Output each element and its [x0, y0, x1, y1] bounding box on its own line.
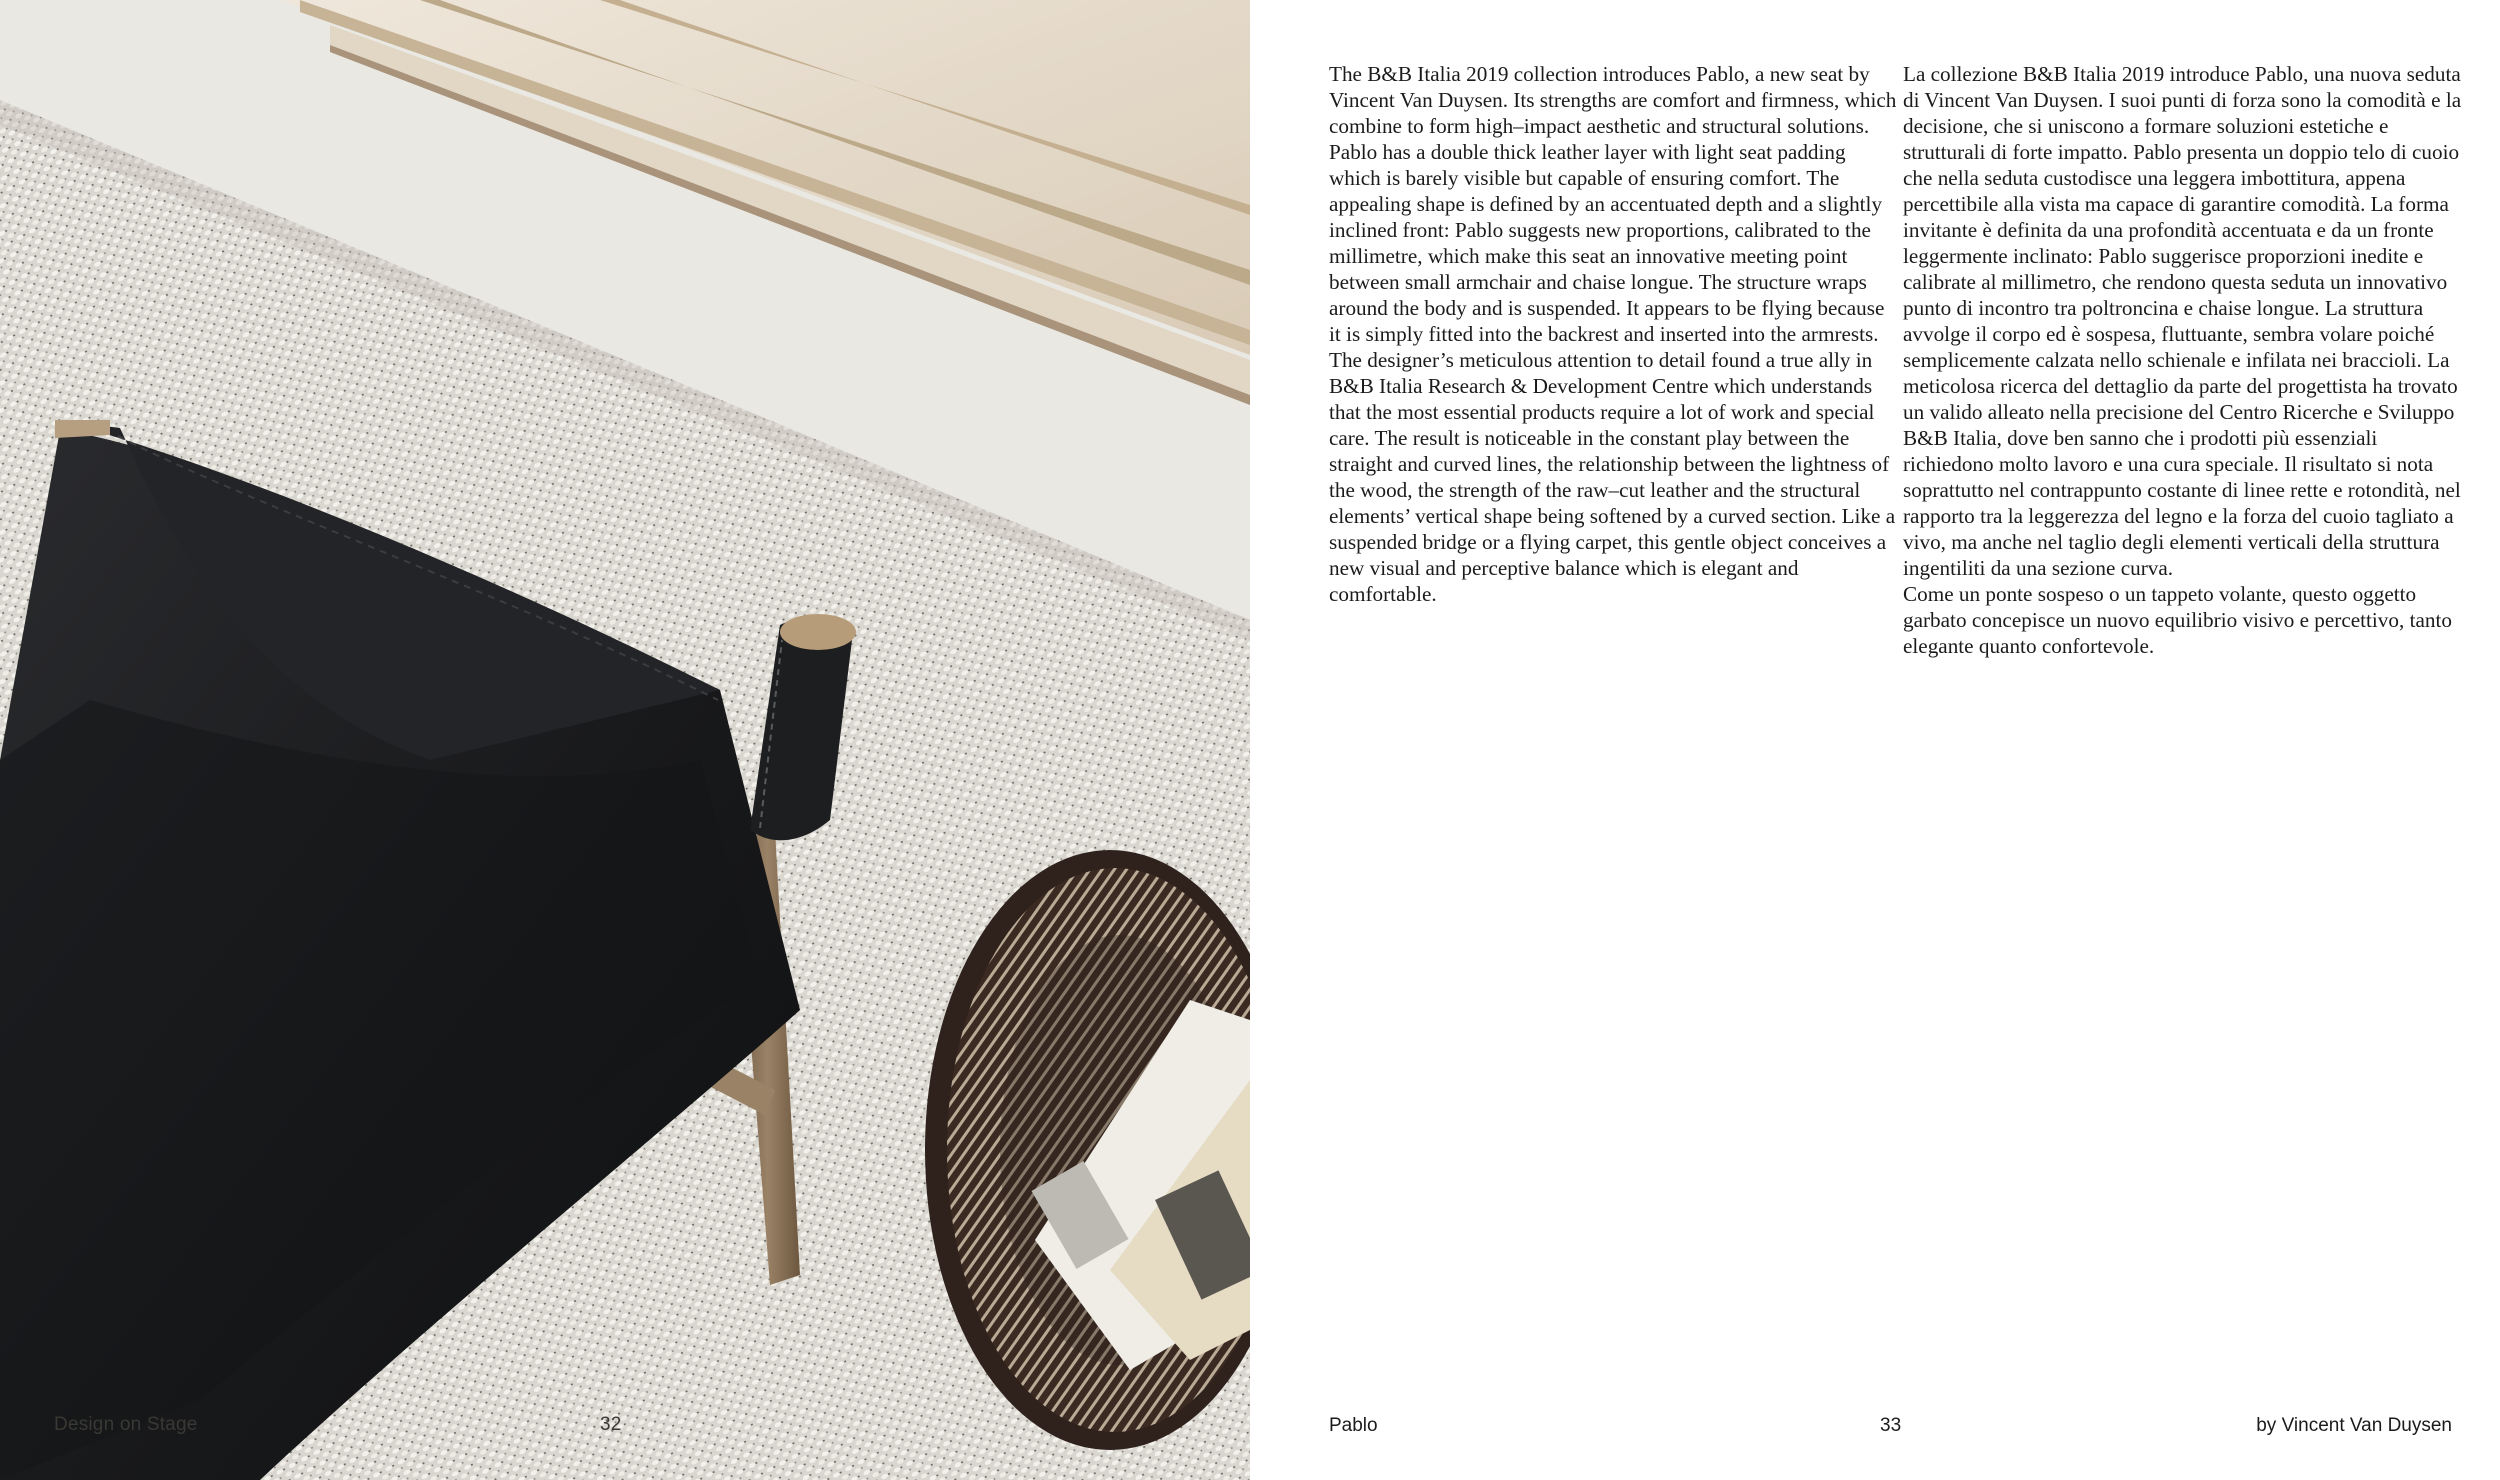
english-paragraph: The B&B Italia 2019 collection introduces Pablo, a new seat by Vincent Van Duysen. Its strengths are comfort and firmness, which combine to form high–impact aesthetic and structural solutions. Pablo has a double thick leather layer with light seat padding which is barely visible but capable of ensuring comfort. The appealing shape is defined by an accentuated depth and a slightly inclined front: Pablo suggests new proportions, calibrated to the millimetre, which make this seat an innovative meeting point between small armchair and chaise longue. The structure wraps around the body and is suspended. It appears to be flying because it is simply fitted into the backrest and inserted into the armrests. The designer’s meticulous attention to detail found a true ally in B&B Italia Research & Development Centre which understands that the most essential products require a lot of work and special care. The result is noticeable in the constant play between the straight and curved lines, the relationship between the lightness of the wood, the strength of the raw–cut leather and the structural elements’ vertical shape being softened by a curved section. Like a suspended bridge or a flying carpet, this gentle object conceives a new visual and perceptive balance which is elegant and comfortable.	[1329, 62, 1897, 606]
english-column	[1329, 61, 1899, 607]
italian-paragraph-1: La collezione B&B Italia 2019 introduce Pablo, una nuova seduta di Vincent Van Duysen. I suoi punti di forza sono la comodità e la decisione, che si uniscono a formare soluzioni estetiche e strutturali di forte impatto. Pablo presenta un doppio telo di cuoio che nella seduta custodisce una leggera imbottitura, appena percettibile alla vista ma capace di garantire comodità. La forma invitante è definita da una profondità accentuata e da un fronte leggermente inclinato: Pablo suggerisce proporzioni inedite e calibrate al millimetro, che rendono questa seduta un innovativo punto di incontro tra poltroncina e chaise longue. La struttura avvolge il corpo ed è sospesa, fluttuante, sembra volare poiché semplicemente calzata nello schienale e infilata nei braccioli. La meticolosa ricerca del dettaglio da parte del progettista ha trovato un valido alleato nella precisione del Centro Ricerche e Sviluppo B&B Italia, dove ben sanno che i prodotti più essenziali richiedono molto lavoro e una cura speciale. Il risultato si nota soprattutto nel contrappunto costante di linee rette e rotondità, nel rapporto tra la leggerezza del legno e la forza del cuoio tagliato a vivo, ma anche nel taglio degli elementi verticali della struttura ingentiliti da una sezione curva.	[1903, 62, 2462, 580]
page-number-right: 33	[1880, 1415, 1902, 1436]
page-number-left: 32	[600, 1414, 622, 1435]
italian-column	[1903, 61, 2465, 659]
article-title: Pablo	[1329, 1415, 1378, 1436]
italian-paragraph-2: Come un ponte sospeso o un tappeto volante, questo oggetto garbato concepisce un nuovo equilibrio visivo e percettivo, tanto elegante quanto confortevole.	[1903, 582, 2452, 658]
byline: by Vincent Van Duysen	[2256, 1415, 2452, 1436]
section-label: Design on Stage	[54, 1414, 198, 1435]
